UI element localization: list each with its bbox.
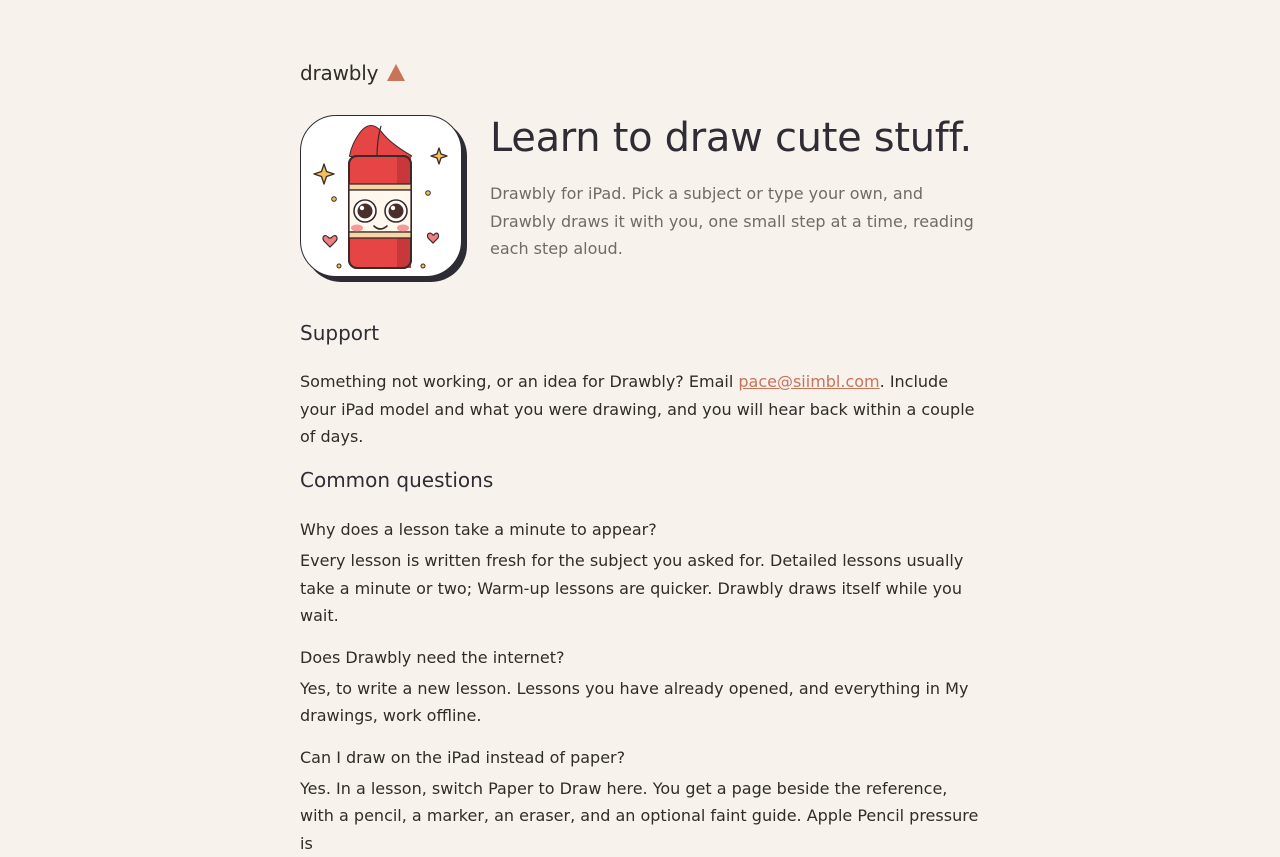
faq-question: Why does a lesson take a minute to appear? — [300, 519, 980, 541]
support-section — [300, 320, 980, 451]
email-link[interactable]: pace@siimbl.com — [738, 372, 879, 391]
faq-answer: Yes. In a lesson, switch Paper to Draw here. You get a page beside the reference, with a pencil, a marker, an eraser, and an optional faint guide. Apple Pencil pressure is — [300, 775, 980, 857]
faq-item — [300, 647, 980, 730]
faq-answer: Yes, to write a new lesson. Lessons you have already opened, and everything in My drawings, work offline. — [300, 675, 980, 730]
hero-subtitle: Drawbly for iPad. Pick a subject or type your own, and Drawbly draws it with you, one small step at a time, reading each step aloud. — [490, 180, 980, 263]
brand-name: drawbly — [300, 61, 378, 85]
triangle-logo-icon — [387, 64, 405, 81]
support-heading: Support — [300, 320, 980, 346]
faq-item — [300, 519, 980, 630]
faq-heading: Common questions — [300, 467, 980, 493]
support-text — [300, 368, 980, 451]
faq-item — [300, 747, 980, 857]
brand-logo[interactable] — [300, 60, 405, 86]
page-title: Learn to draw cute stuff. — [490, 115, 980, 161]
support-text-after: . Include your iPad model and what you were drawing, and you will hear back within a couple of days. — [300, 372, 975, 446]
faq-answer: Every lesson is written fresh for the subject you asked for. Detailed lessons usually take a minute or two; Warm-up lessons are quicker. Drawbly draws itself while you wait. — [300, 547, 980, 630]
faq-question: Can I draw on the iPad instead of paper? — [300, 747, 980, 769]
hero-text — [490, 115, 980, 263]
support-text-before: Something not working, or an idea for Drawbly? Email — [300, 372, 738, 391]
faq-question: Does Drawbly need the internet? — [300, 647, 980, 669]
hero — [300, 115, 980, 285]
pencil-mascot-icon — [300, 115, 462, 277]
faq-section — [300, 467, 980, 857]
